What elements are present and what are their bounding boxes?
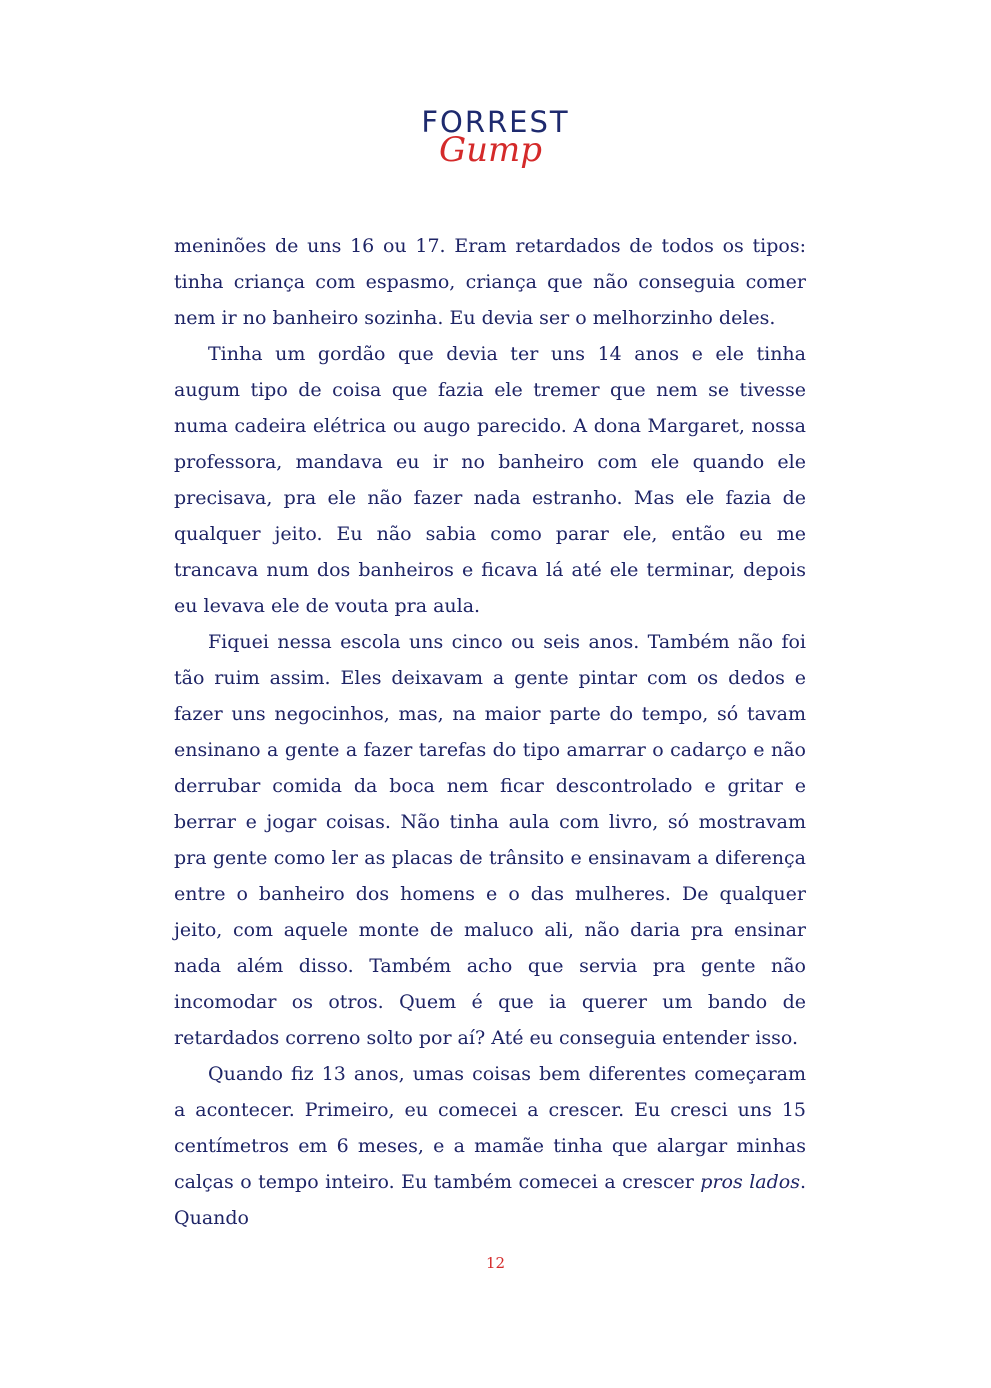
paragraph-4-italic: pros lados	[700, 1171, 800, 1193]
book-logo	[0, 104, 991, 170]
paragraph-2: Tinha um gordão que devia ter uns 14 anos e ele tinha augum tipo de coisa que fazia ele tremer que nem se tivesse numa cadeira elétrica ou augo parecido. A dona Margaret, nossa professora, mandava eu ir no banheiro com ele quando ele precisava, pra ele não fazer nada estranho. Mas ele fazia de qualquer jeito. Eu não sabia como parar ele, então eu me trancava num dos banheiros e ficava lá até ele terminar, depois eu levava ele de vouta pra aula.	[174, 343, 806, 617]
logo-title-gump: Gump	[438, 130, 543, 170]
paragraph-4-end: . Quando	[174, 1171, 806, 1229]
page-number: 12	[485, 1254, 506, 1272]
logo-title-forrest: FORREST	[421, 105, 570, 139]
body-text	[174, 228, 806, 1236]
paragraph-4-text: Quando fiz 13 anos, umas coisas bem diferentes começaram a acontecer. Primeiro, eu comecei a crescer. Eu cresci uns 15 centímetros em 6 meses, e a mamãe tinha que alargar minhas calças o tempo inteiro. Eu também comecei a crescer	[174, 1063, 806, 1193]
paragraph-4	[174, 1056, 806, 1236]
paragraph-1: meninões de uns 16 ou 17. Eram retardados de todos os tipos: tinha criança com espasmo, criança que não conseguia comer nem ir no banheiro sozinha. Eu devia ser o melhorzinho deles.	[174, 235, 806, 329]
paragraph-3: Fiquei nessa escola uns cinco ou seis anos. Também não foi tão ruim assim. Eles deixavam a gente pintar com os dedos e fazer uns negocinhos, mas, na maior parte do tempo, só tavam ensinano a gente a fazer tarefas do tipo amarrar o cadarço e não derrubar comida da boca nem ficar descontrolado e gritar e berrar e jogar coisas. Não tinha aula com livro, só mostravam pra gente como ler as placas de trânsito e ensinavam a diferença entre o banheiro dos homens e o das mulheres. De qualquer jeito, com aquele monte de maluco ali, não daria pra ensinar nada além disso. Também acho que servia pra gente não incomodar os otros. Quem é que ia querer um bando de retardados correno solto por aí? Até eu conseguia entender isso.	[174, 631, 806, 1049]
